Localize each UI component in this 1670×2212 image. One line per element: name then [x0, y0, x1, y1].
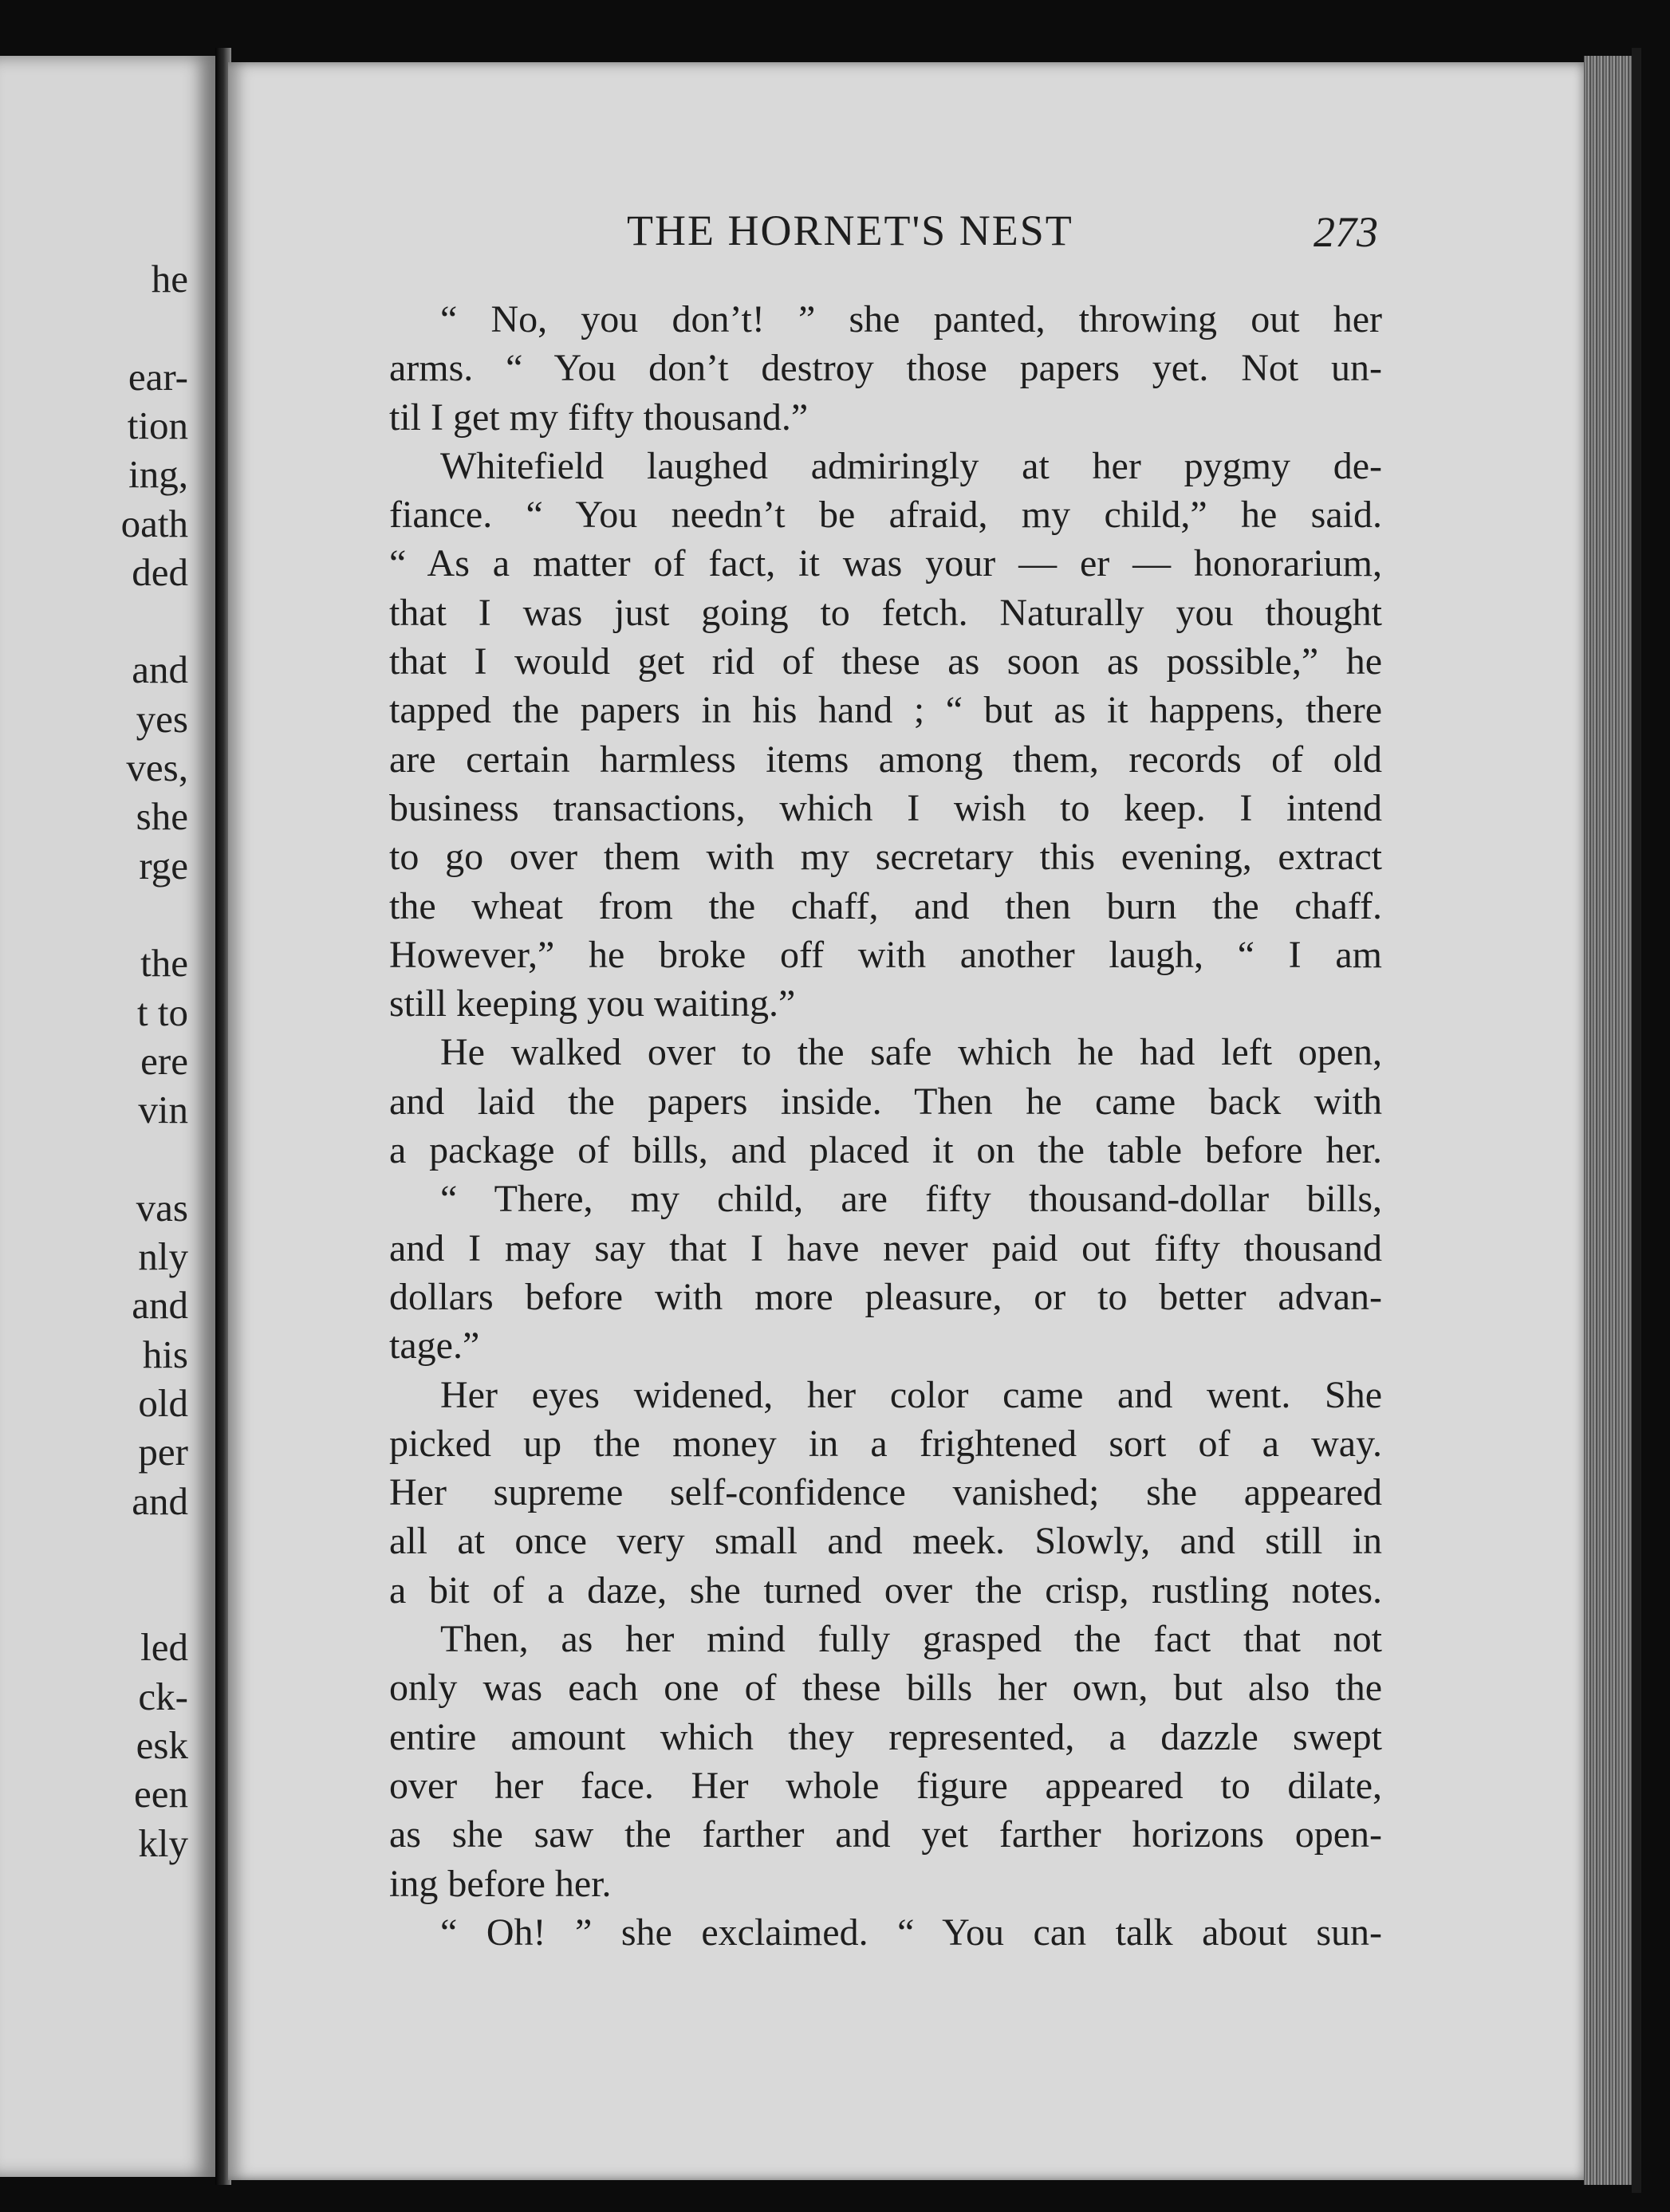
left-page-fragment: esk [136, 1723, 188, 1767]
text-line: are certain harmless items among them, records of old [389, 738, 1382, 781]
text-line: and I may say that I have never paid out fifty thousand [389, 1226, 1382, 1269]
text-line: and laid the papers inside. Then he came back with [389, 1080, 1382, 1123]
text-line: entire amount which they represented, a dazzle swept [389, 1715, 1382, 1758]
page-edges [1584, 56, 1632, 2185]
text-line: to go over them with my secretary this evening, extract [389, 836, 1382, 879]
left-page-fragment: the [140, 941, 188, 986]
text-line: ing before her. [389, 1862, 612, 1905]
left-page-fragment: ear- [128, 354, 188, 399]
running-title: THE HORNET'S NEST [627, 207, 1073, 254]
left-page-fragment: t to [137, 990, 188, 1034]
left-page-fragment: ded [132, 549, 188, 594]
text-line: til I get my fifty thousand.” [389, 396, 809, 439]
text-line: However,” he broke off with another laugh, “ I am [389, 933, 1382, 976]
body-text [389, 295, 1382, 1957]
left-page-fragment: vas [136, 1185, 188, 1230]
text-line: a bit of a daze, she turned over the crisp, rustling notes. [389, 1568, 1382, 1612]
left-page-fragment: nly [138, 1234, 188, 1278]
text-line: Whitefield laughed admiringly at her pygmy de- [440, 444, 1382, 487]
left-page-fragment: oath [120, 501, 188, 545]
text-line: tage.” [389, 1324, 480, 1368]
left-page-fragment: ere [140, 1038, 188, 1083]
text-line: dollars before with more pleasure, or to better advan- [389, 1275, 1382, 1318]
left-page-fragment: and [132, 1283, 188, 1328]
text-line: that I would get rid of these as soon as possible,” he [389, 640, 1382, 683]
left-page-fragment: he [151, 257, 188, 301]
text-line: “ Oh! ” she exclaimed. “ You can talk about sun- [440, 1911, 1382, 1954]
text-line: Her supreme self-confidence vanished; she appeared [389, 1471, 1382, 1514]
left-page-fragment: old [138, 1380, 188, 1425]
text-line: fiance. “ You needn’t be afraid, my child,” he said. [389, 494, 1382, 537]
text-line: tapped the papers in his hand ; “ but as it happens, there [389, 689, 1382, 732]
text-line: a package of bills, and placed it on the table before her. [389, 1129, 1382, 1172]
left-page-fragment: kly [138, 1820, 188, 1865]
text-line: as she saw the farther and yet farther horizons open- [389, 1813, 1382, 1856]
left-page [0, 56, 215, 2177]
text-line: “ No, you don’t! ” she panted, throwing out her [440, 298, 1382, 340]
left-page-fragment: and [132, 1478, 188, 1523]
text-line: He walked over to the safe which he had left open, [440, 1031, 1382, 1074]
left-page-fragment: she [136, 794, 188, 839]
text-line: arms. “ You don’t destroy those papers yet. Not un- [389, 347, 1382, 390]
left-page-fragment: rge [139, 843, 188, 888]
left-page-fragment: and [132, 647, 188, 692]
left-page-fragment: ves, [126, 746, 188, 789]
text-line: only was each one of these bills her own, but also the [389, 1667, 1382, 1710]
left-page-fragment: his [142, 1332, 188, 1376]
left-page-fragment: yes [136, 696, 188, 741]
text-line: all at once very small and meek. Slowly, and still in [389, 1520, 1382, 1563]
text-line: still keeping you waiting.” [389, 982, 796, 1025]
left-page-fragment: led [140, 1625, 188, 1670]
text-line: picked up the money in a frightened sort of a way. [389, 1422, 1382, 1465]
text-line: “ There, my child, are fifty thousand-dollar bills, [440, 1178, 1382, 1221]
left-page-fragment: tion [127, 403, 188, 447]
left-page-fragment: een [134, 1772, 188, 1816]
left-page-fragment: per [138, 1430, 188, 1474]
book-cover-edge [1632, 48, 1641, 2193]
text-line: Then, as her mind fully grasped the fact that not [440, 1618, 1382, 1661]
text-line: over her face. Her whole figure appeared to dilate, [389, 1764, 1382, 1807]
text-line: business transactions, which I wish to keep. I intend [389, 786, 1382, 829]
text-line: Her eyes widened, her color came and went. She [440, 1373, 1382, 1416]
running-head [385, 206, 1378, 262]
left-page-fragment: ing, [128, 452, 188, 497]
left-page-fragment: vin [138, 1088, 188, 1132]
left-page-fragment: ck- [138, 1674, 188, 1718]
page-number: 273 [1314, 208, 1378, 256]
text-line: the wheat from the chaff, and then burn the chaff. [389, 884, 1382, 927]
text-line: that I was just going to fetch. Naturally you thought [389, 591, 1382, 634]
text-line: “ As a matter of fact, it was your — er — honorarium, [389, 542, 1382, 585]
